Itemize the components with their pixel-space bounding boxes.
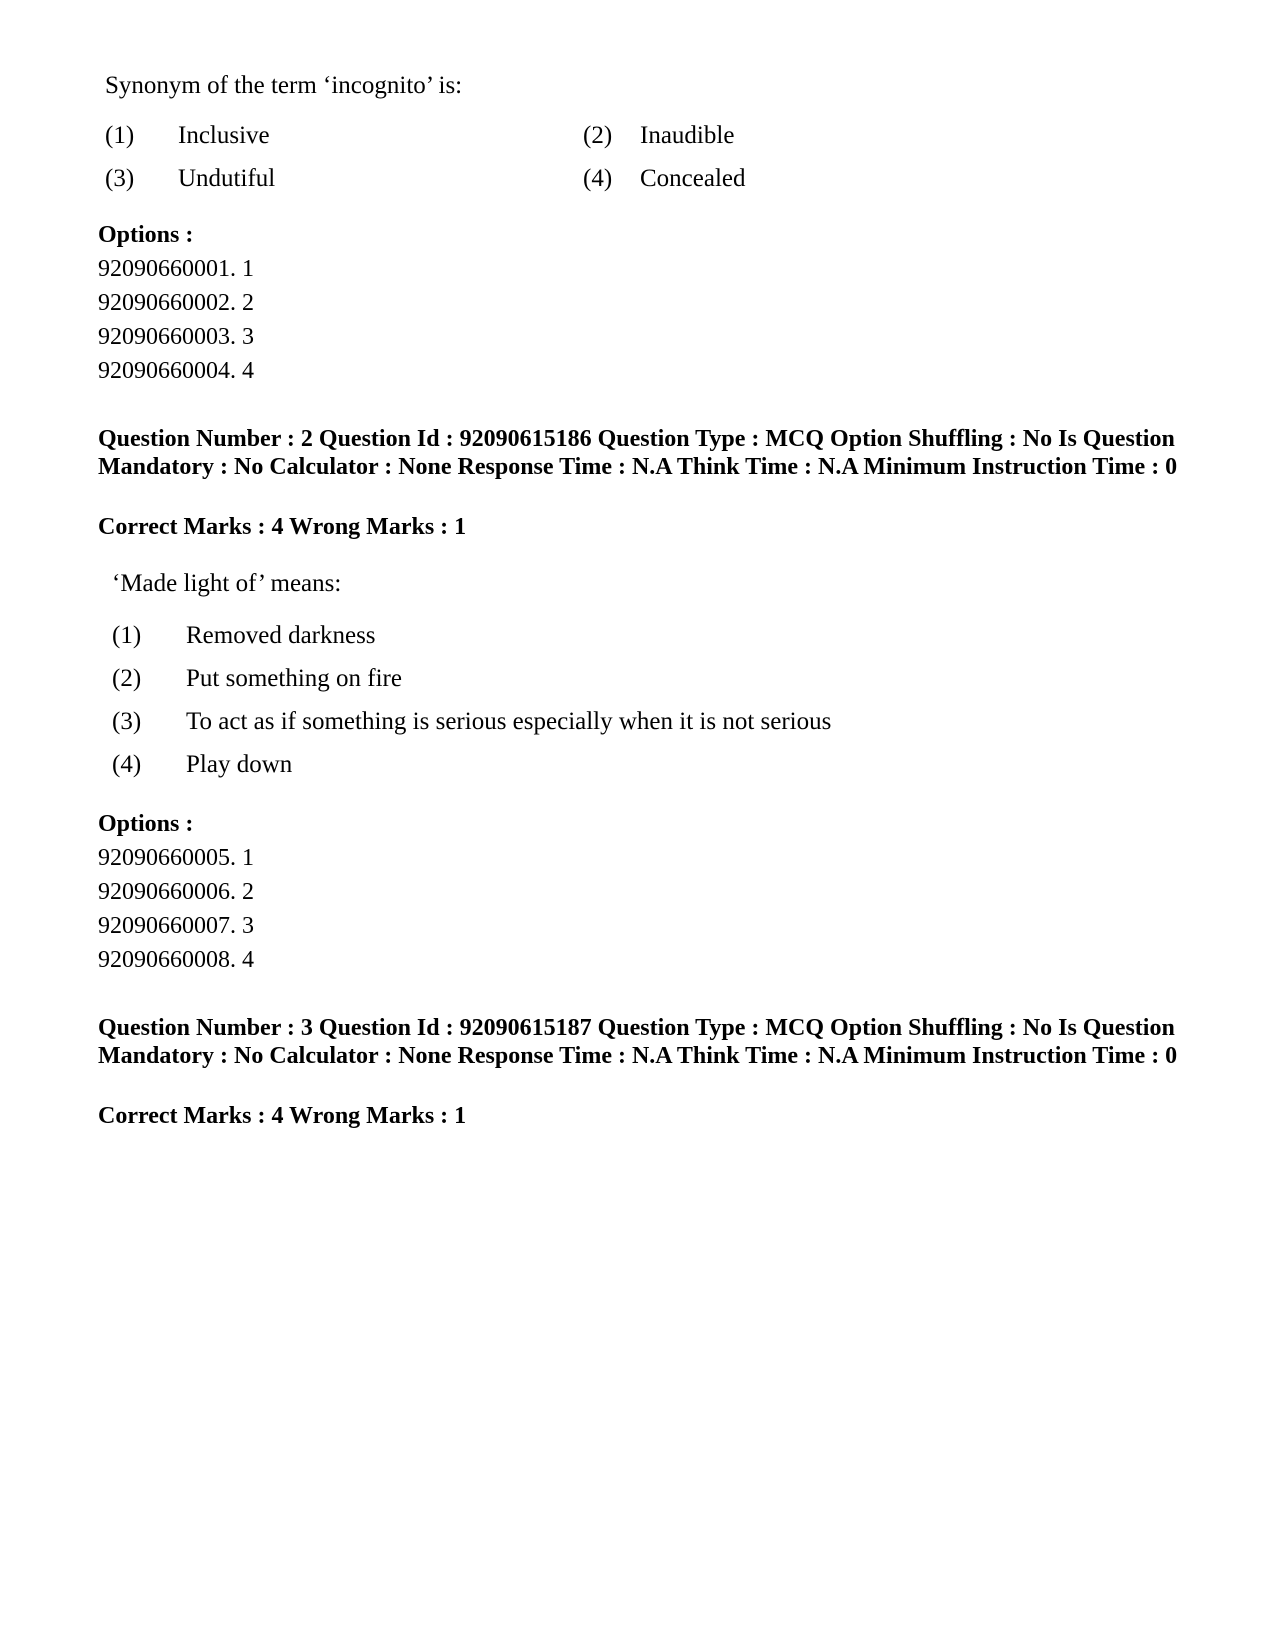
q2-choice-4-number: (4) <box>112 751 142 778</box>
q1-choice-3-text: Undutiful <box>178 165 276 192</box>
q2-stem: ‘Made light of’ means: <box>112 570 342 597</box>
q1-choice-1-number: (1) <box>105 122 135 149</box>
q3-meta: Question Number : 3 Question Id : 92090615187 Question Type : MCQ Option Shuffling : No Is Question Mandatory : No Calculator : None Response Time : N.A Think Time : N.A Minimum Instruction Time : 0 <box>98 1015 1178 1069</box>
q2-option-2: 92090660006. 2 <box>98 879 254 905</box>
q2-choice-3-number: (3) <box>112 708 142 735</box>
q2-marks: Correct Marks : 4 Wrong Marks : 1 <box>98 514 467 540</box>
q2-choice-1-number: (1) <box>112 622 142 649</box>
q1-option-1: 92090660001. 1 <box>98 256 254 282</box>
q2-option-1: 92090660005. 1 <box>98 845 254 871</box>
q2-choice-2-number: (2) <box>112 665 142 692</box>
q2-meta: Question Number : 2 Question Id : 92090615186 Question Type : MCQ Option Shuffling : No Is Question Mandatory : No Calculator : None Response Time : N.A Think Time : N.A Minimum Instruction Time : 0 <box>98 426 1178 480</box>
q1-stem: Synonym of the term ‘incognito’ is: <box>105 72 463 99</box>
q2-choice-4-text: Play down <box>186 751 293 778</box>
q1-choice-2-number: (2) <box>583 122 613 149</box>
q2-choice-1-text: Removed darkness <box>186 622 376 649</box>
q1-choice-2-text: Inaudible <box>640 122 735 149</box>
q1-choice-4-number: (4) <box>583 165 613 192</box>
q1-option-4: 92090660004. 4 <box>98 358 254 384</box>
q1-choice-1-text: Inclusive <box>178 122 270 149</box>
q2-choice-2-text: Put something on fire <box>186 665 402 692</box>
q2-option-4: 92090660008. 4 <box>98 947 254 973</box>
q1-choice-3-number: (3) <box>105 165 135 192</box>
q2-options-title: Options : <box>98 811 194 837</box>
q1-choice-4-text: Concealed <box>640 165 746 192</box>
q1-option-3: 92090660003. 3 <box>98 324 254 350</box>
q2-choice-3-text: To act as if something is serious especially when it is not serious <box>186 708 832 735</box>
q2-option-3: 92090660007. 3 <box>98 913 254 939</box>
q1-options-title: Options : <box>98 222 194 248</box>
q3-marks: Correct Marks : 4 Wrong Marks : 1 <box>98 1103 467 1129</box>
q1-option-2: 92090660002. 2 <box>98 290 254 316</box>
